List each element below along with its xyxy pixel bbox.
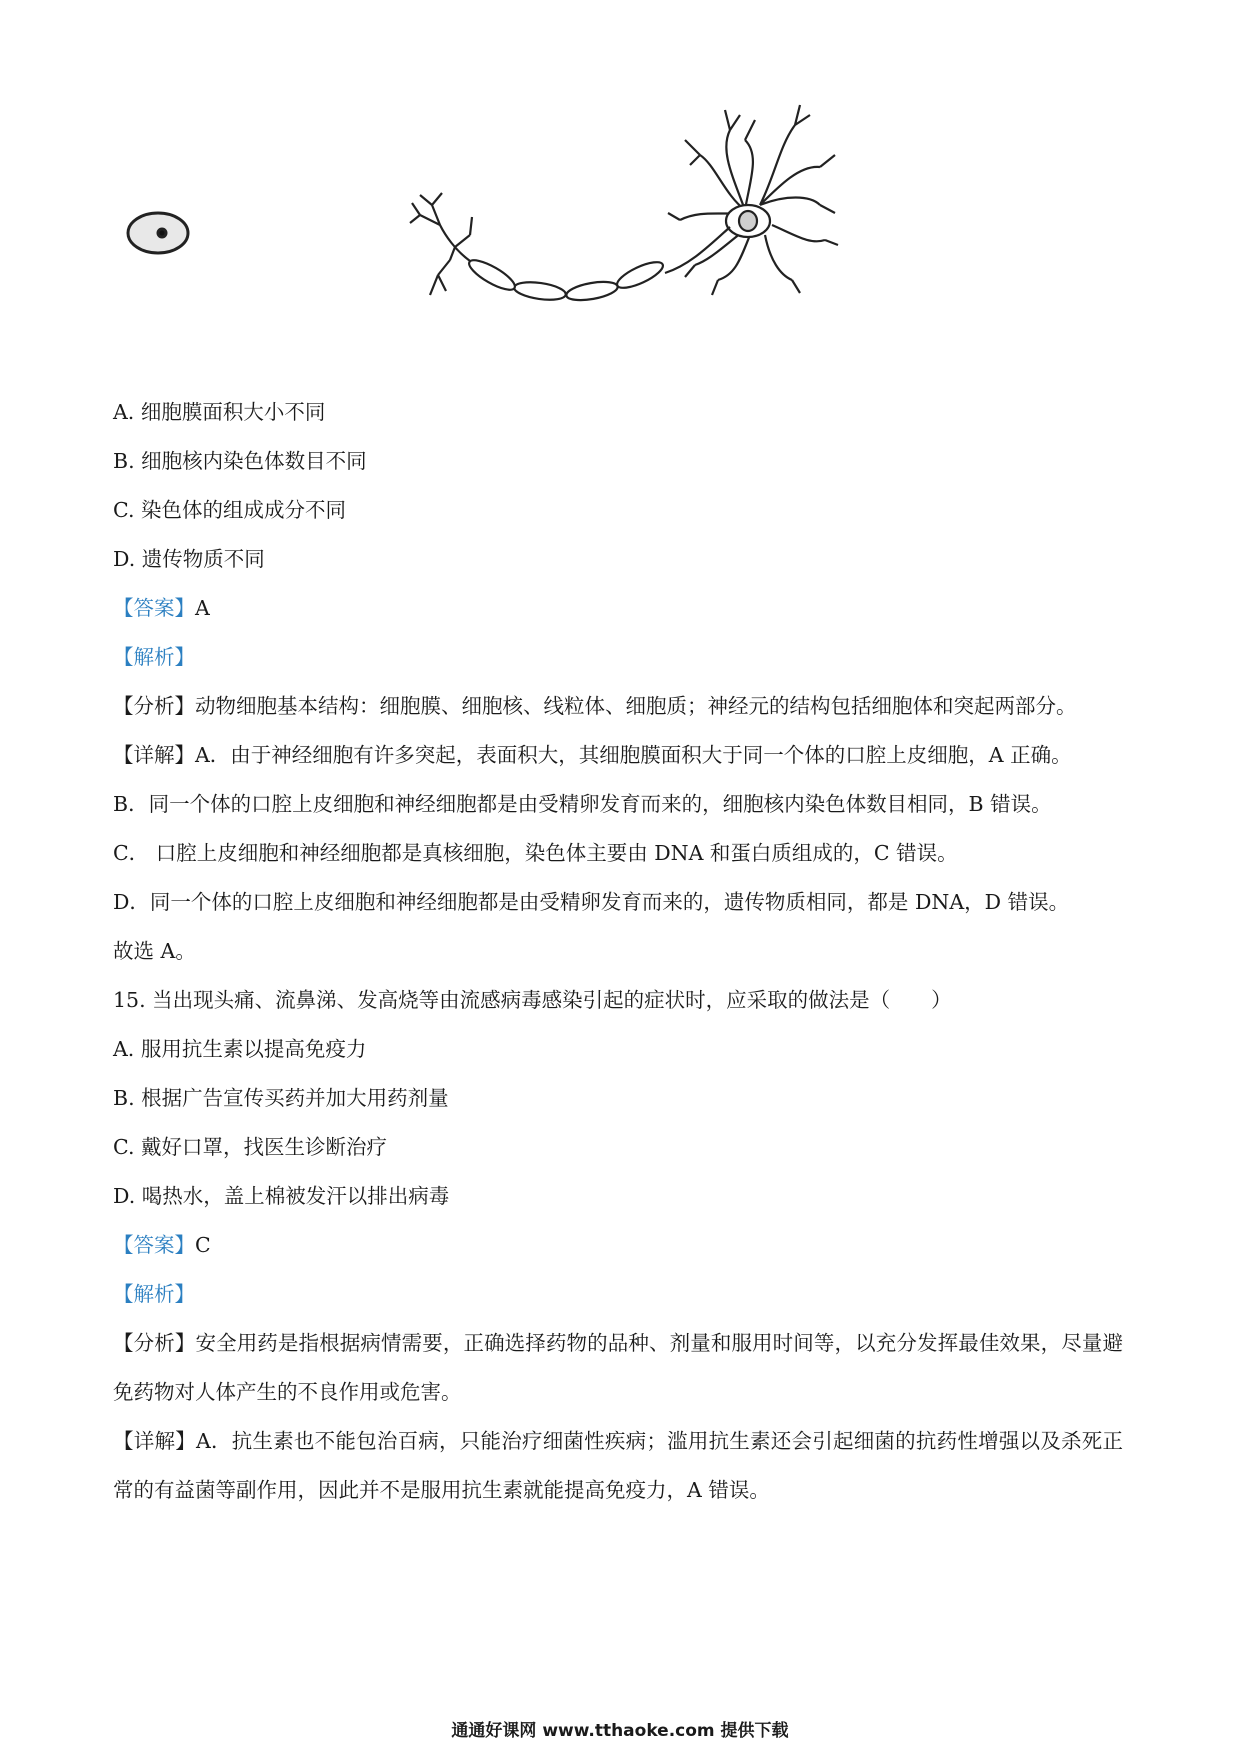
q15-xiangjie-tag: 【详解】 <box>113 1429 196 1453</box>
answer-value: A <box>195 596 210 620</box>
q15-option-c: C. 戴好口罩，找医生诊断治疗 <box>113 1135 387 1159</box>
answer-tag: 【答案】 <box>113 596 195 620</box>
xiangjie-text: A．由于神经细胞有许多突起，表面积大，其细胞膜面积大于同一个体的口腔上皮细胞，A 正确。 <box>195 743 1072 767</box>
option-c: C. 染色体的组成成分不同 <box>113 498 346 522</box>
analysis-tag: 【解析】 <box>113 645 195 669</box>
xiangjie-tag: 【详解】 <box>113 743 195 767</box>
q15-fenxi-tag: 【分析】 <box>113 1331 196 1355</box>
document-body <box>113 388 1123 1515</box>
option-b: B. 细胞核内染色体数目不同 <box>113 449 367 473</box>
q15-option-b: B. 根据广告宣传买药并加大用药剂量 <box>113 1086 449 1110</box>
q15-fenxi-text: 安全用药是指根据病情需要，正确选择药物的品种、剂量和服用时间等，以充分发挥最佳效果，尽量避免药物对人体产生的不良作用或危害。 <box>113 1331 1124 1404</box>
fenxi-tag: 【分析】 <box>113 694 195 718</box>
page-footer: 通通好课网 www.tthaoke.com 提供下载 <box>451 1721 789 1741</box>
q15-xiangjie-text: A．抗生素也不能包治百病，只能治疗细菌性疾病；滥用抗生素还会引起细菌的抗药性增强以及杀死正常的有益菌等副作用，因此并不是服用抗生素就能提高免疫力，A 错误。 <box>113 1429 1123 1502</box>
fenxi-text: 动物细胞基本结构：细胞膜、细胞核、线粒体、细胞质；神经元的结构包括细胞体和突起两部分。 <box>195 694 1077 718</box>
q15-analysis-tag: 【解析】 <box>113 1282 195 1306</box>
q15-analysis-heading <box>113 1270 1123 1319</box>
fenxi-paragraph <box>113 682 1123 731</box>
q15-option-a: A. 服用抗生素以提高免疫力 <box>113 1037 367 1061</box>
q15-answer-line <box>113 1221 1123 1270</box>
conclusion: 故选 A。 <box>113 939 196 963</box>
neuron-cell <box>410 105 838 303</box>
q15-option-d: D. 喝热水，盖上棉被发汗以排出病毒 <box>113 1184 450 1208</box>
question-15: 15. 当出现头痛、流鼻涕、发高烧等由流感病毒感染引起的症状时，应采取的做法是（ ） <box>113 988 952 1012</box>
q15-xiangjie-paragraph <box>113 1417 1123 1515</box>
detail-c: C． 口腔上皮细胞和神经细胞都是真核细胞，染色体主要由 DNA 和蛋白质组成的，C 错误。 <box>113 841 958 865</box>
q15-answer-value: C <box>195 1233 211 1257</box>
q15-answer-tag: 【答案】 <box>113 1233 195 1257</box>
detail-d: D．同一个体的口腔上皮细胞和神经细胞都是由受精卵发育而来的，遗传物质相同，都是 DNA，D 错误。 <box>113 890 1070 914</box>
option-a: A. 细胞膜面积大小不同 <box>113 400 326 424</box>
detail-b: B．同一个体的口腔上皮细胞和神经细胞都是由受精卵发育而来的，细胞核内染色体数目相同，B 错误。 <box>113 792 1052 816</box>
answer-line <box>113 584 1123 633</box>
oral-epithelial-cell <box>128 213 188 253</box>
xiangjie-paragraph <box>113 731 1123 780</box>
option-d: D. 遗传物质不同 <box>113 547 265 571</box>
q15-fenxi-paragraph <box>113 1319 1123 1417</box>
analysis-heading <box>113 633 1123 682</box>
cell-illustration <box>120 95 920 360</box>
